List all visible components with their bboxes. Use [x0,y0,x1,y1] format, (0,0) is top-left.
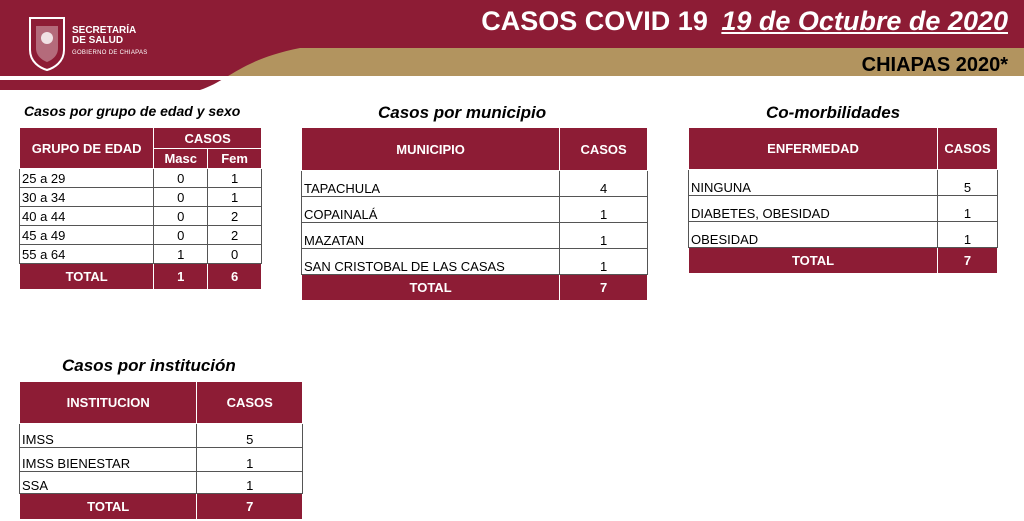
cell-municipio: MAZATAN [302,223,560,249]
cell-casos: 1 [197,472,303,494]
total-casos: 7 [938,248,998,274]
cell-fem: 2 [208,226,262,245]
col-municipio: MUNICIPIO [302,128,560,171]
total-label: TOTAL [689,248,938,274]
total-label: TOTAL [20,494,197,520]
table-row [302,197,648,223]
cell-casos: 1 [560,249,648,275]
table-row [20,207,262,226]
table-row [689,170,998,196]
institucion-title: Casos por institución [62,356,236,375]
cell-grupo: 45 a 49 [20,226,154,245]
cell-casos: 1 [560,197,648,223]
cell-fem: 2 [208,207,262,226]
total-label: TOTAL [20,264,154,290]
cell-casos: 5 [197,424,303,448]
cell-casos: 5 [938,170,998,196]
comorb-title: Co-morbilidades [766,103,901,122]
cell-institucion: SSA [20,472,197,494]
col-masc: Masc [154,149,208,169]
cell-grupo: 55 a 64 [20,245,154,264]
table-row [302,223,648,249]
cell-municipio: SAN CRISTOBAL DE LAS CASAS [302,249,560,275]
cell-grupo: 40 a 44 [20,207,154,226]
table-row [20,245,262,264]
total-casos: 7 [197,494,303,520]
col-casos: CASOS [197,382,303,424]
table-row [302,249,648,275]
cell-enfermedad: OBESIDAD [689,222,938,248]
cell-casos: 1 [560,223,648,249]
total-label: TOTAL [302,275,560,301]
col-casos: CASOS [938,128,998,170]
cell-enfermedad: DIABETES, OBESIDAD [689,196,938,222]
municipio-title: Casos por municipio [378,103,547,122]
cell-institucion: IMSS [20,424,197,448]
cell-fem: 0 [208,245,262,264]
cell-enfermedad: NINGUNA [689,170,938,196]
col-casos: CASOS [560,128,648,171]
state-label: CHIAPAS 2020* [861,54,1008,76]
cell-casos: 1 [938,222,998,248]
col-casos: CASOS [154,128,262,149]
table-row [20,424,303,448]
cell-fem: 1 [208,169,262,188]
cell-masc: 0 [154,226,208,245]
cell-grupo: 30 a 34 [20,188,154,207]
edad-title: Casos por grupo de edad y sexo [24,103,241,119]
municipio-table [301,127,648,301]
total-row [20,264,262,290]
comorb-table [688,127,998,274]
cell-masc: 1 [154,245,208,264]
total-casos: 7 [560,275,648,301]
cell-municipio: COPAINALÁ [302,197,560,223]
table-row [20,188,262,207]
total-row [20,494,303,520]
table-row [20,226,262,245]
col-grupo-edad: GRUPO DE EDAD [20,128,154,169]
logo-line2: DE SALUD [72,35,124,46]
table-row [20,448,303,472]
title-text: CASOS COVID 19 [481,6,708,36]
cell-fem: 1 [208,188,262,207]
table-row [689,196,998,222]
cell-municipio: TAPACHULA [302,171,560,197]
logo-subtitle: GOBIERNO DE CHIAPAS [72,50,148,56]
cell-masc: 0 [154,169,208,188]
cell-casos: 1 [938,196,998,222]
edad-table [19,127,262,290]
chiapas-seal-icon [26,14,68,72]
total-row [689,248,998,274]
table-row [20,169,262,188]
report-date: 19 de Octubre de 2020 [721,6,1008,36]
cell-masc: 0 [154,188,208,207]
total-masc: 1 [154,264,208,290]
col-fem: Fem [208,149,262,169]
table-row [302,171,648,197]
total-row [302,275,648,301]
cell-institucion: IMSS BIENESTAR [20,448,197,472]
cell-casos: 4 [560,171,648,197]
page-title [481,6,1008,37]
table-row [689,222,998,248]
institucion-table [19,381,303,520]
col-institucion: INSTITUCION [20,382,197,424]
logo-name [72,26,136,46]
cell-grupo: 25 a 29 [20,169,154,188]
logo-line1: SECRETARÍA [72,25,137,36]
table-row [20,472,303,494]
total-fem: 6 [208,264,262,290]
col-enfermedad: ENFERMEDAD [689,128,938,170]
cell-casos: 1 [197,448,303,472]
cell-masc: 0 [154,207,208,226]
